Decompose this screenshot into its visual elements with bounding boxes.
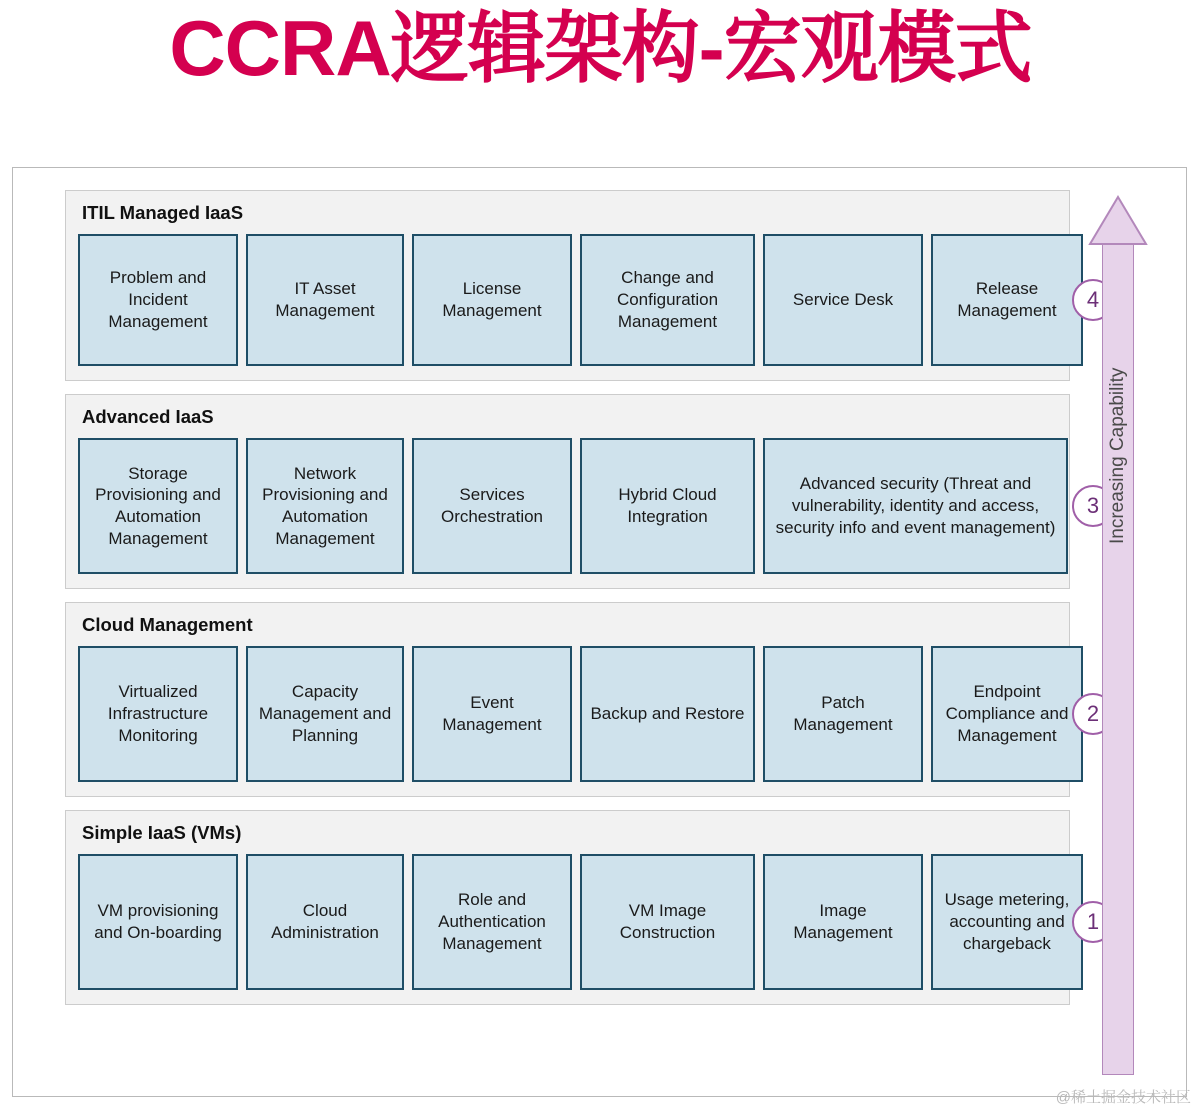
layer-itil-managed-iaas [65,190,1100,381]
capability-box[interactable]: Hybrid Cloud Integration [580,438,755,574]
capability-box[interactable]: Problem and Incident Management [78,234,238,366]
layer-stack [65,190,1100,1018]
capability-box[interactable]: Patch Management [763,646,923,782]
capability-box[interactable]: Role and Authentication Management [412,854,572,990]
layer-box-row [78,646,1069,782]
capability-box[interactable]: Backup and Restore [580,646,755,782]
layer-simple-iaas [65,810,1100,1005]
layer-box-row [78,234,1057,366]
step-number-badge: 3 [1072,485,1114,527]
increasing-capability-arrow [1088,195,1148,1075]
diagram-frame [12,167,1187,1097]
capability-box[interactable]: Image Management [763,854,923,990]
layer-title: ITIL Managed IaaS [82,202,244,223]
capability-box[interactable]: Capacity Management and Planning [246,646,404,782]
capability-box[interactable]: Release Management [931,234,1083,366]
capability-box[interactable]: IT Asset Management [246,234,404,366]
capability-box[interactable]: Change and Configuration Management [580,234,755,366]
capability-box[interactable]: Services Orchestration [412,438,572,574]
capability-box[interactable]: VM provisioning and On-boarding [78,854,238,990]
capability-box[interactable]: Cloud Administration [246,854,404,990]
page-title: CCRA逻辑架构-宏观模式 [169,4,1032,92]
capability-box[interactable]: Virtualized Infrastructure Monitoring [78,646,238,782]
layer-cloud-management [65,602,1100,797]
capability-box[interactable]: Service Desk [763,234,923,366]
layer-title: Cloud Management [82,614,253,635]
layer-title: Advanced IaaS [82,406,214,427]
step-number-badge: 2 [1072,693,1114,735]
capability-box[interactable]: Advanced security (Threat and vulnerability, identity and access, security info and event management) [763,438,1068,574]
layer-box-row [78,438,1057,574]
arrow-label [1107,468,1129,544]
watermark: @稀土掘金技术社区 [1055,1089,1191,1106]
capability-box[interactable]: Endpoint Compliance and Management [931,646,1083,782]
layer-box-row [78,854,1070,990]
arrow-head-icon [1088,195,1148,245]
layer-title: Simple IaaS (VMs) [82,822,242,843]
step-number-badge: 1 [1072,901,1114,943]
capability-box[interactable]: License Management [412,234,572,366]
capability-box[interactable]: Network Provisioning and Automation Management [246,438,404,574]
step-number-badge: 4 [1072,279,1114,321]
capability-box[interactable]: Event Management [412,646,572,782]
layer-advanced-iaas [65,394,1100,589]
capability-box[interactable]: VM Image Construction [580,854,755,990]
capability-box[interactable]: Usage metering, accounting and chargeback [931,854,1083,990]
capability-box[interactable]: Storage Provisioning and Automation Management [78,438,238,574]
